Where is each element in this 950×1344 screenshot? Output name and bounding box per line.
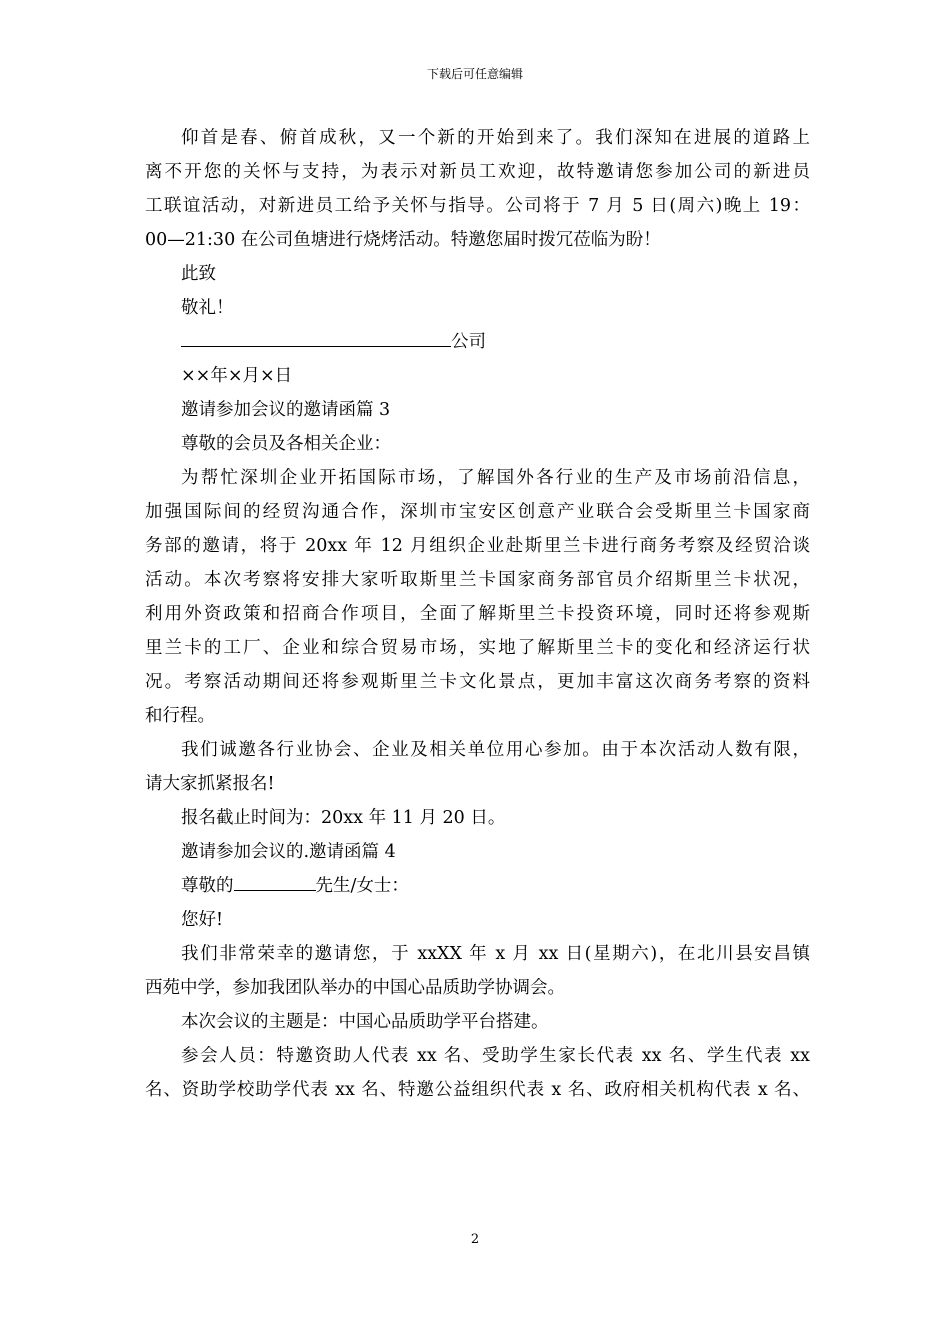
regards: 敬礼！ (181, 298, 234, 318)
paragraph-line: 况。考察活动期间还将参观斯里兰卡文化景点，更加丰富这次商务考察的资料 (145, 672, 810, 692)
date-line: ××年×月×日 (181, 366, 293, 386)
greeting (145, 869, 810, 903)
company-name-blank (181, 326, 451, 347)
paragraph-line: 我们非常荣幸的邀请您，于 xxXX 年 x 月 xx 日(星期六)，在北川县安昌镇 (181, 944, 810, 964)
company-signature-line (145, 325, 810, 359)
paragraph-line: 为帮忙深圳企业开拓国际市场，了解国外各行业的生产及市场前沿信息， (181, 468, 810, 488)
page-number: 2 (470, 1232, 480, 1247)
meeting-theme: 本次会议的主题是：中国心品质助学平台搭建。 (181, 1012, 549, 1032)
paragraph-line: 和行程。 (145, 706, 215, 726)
deadline: 报名截止时间为：20xx 年 11 月 20 日。 (181, 808, 506, 828)
paragraph-line: 利用外资政策和招商合作项目，全面了解斯里兰卡投资环境，同时还将参观斯 (145, 604, 810, 624)
paragraph-line: 参会人员：特邀资助人代表 xx 名、受助学生家长代表 xx 名、学生代表 xx (181, 1046, 810, 1066)
paragraph-line: 请大家抓紧报名! (145, 774, 275, 794)
paragraph-line: 00—21:30 在公司鱼塘进行烧烤活动。特邀您届时拨冗莅临为盼！ (145, 230, 661, 250)
paragraph-line: 务部的邀请，将于 20xx 年 12 月组织企业赴斯里兰卡进行商务考察及经贸洽谈 (145, 536, 810, 556)
hello: 您好! (181, 910, 224, 930)
salutation: 此致 (181, 264, 216, 284)
paragraph-line: 活动。本次考察将安排大家听取斯里兰卡国家商务部官员介绍斯里兰卡状况， (145, 570, 810, 590)
paragraph-line: 离不开您的关怀与支持，为表示对新员工欢迎，故特邀请您参加公司的新进员 (145, 162, 810, 182)
greeting: 尊敬的会员及各相关企业： (181, 434, 391, 454)
paragraph-line: 加强国际间的经贸沟通合作，深圳市宝安区创意产业联合会受斯里兰卡国家商 (145, 502, 810, 522)
document-body (145, 121, 810, 1107)
paragraph-line: 名、资助学校助学代表 xx 名、特邀公益组织代表 x 名、政府相关机构代表 x 名、 (145, 1080, 810, 1100)
company-suffix: 公司 (451, 332, 486, 352)
greeting-suffix: 先生/女士： (315, 876, 409, 896)
paragraph-line: 我们诚邀各行业协会、企业及相关单位用心参加。由于本次活动人数有限， (181, 740, 810, 760)
paragraph-line: 工联谊活动，对新进员工给予关怀与指导。公司将于 7 月 5 日(周六)晚上 19： (145, 196, 810, 216)
page-header-note: 下载后可任意编辑 (426, 67, 523, 81)
section-title: 邀请参加会议的.邀请函篇 4 (181, 842, 396, 862)
paragraph-line: 仰首是春、俯首成秋，又一个新的开始到来了。我们深知在进展的道路上 (181, 128, 810, 148)
name-blank (234, 870, 316, 891)
section-title: 邀请参加会议的邀请函篇 3 (181, 400, 391, 420)
paragraph-line: 西苑中学，参加我团队举办的中国心品质助学协调会。 (145, 978, 565, 998)
paragraph-line: 里兰卡的工厂、企业和综合贸易市场，实地了解斯里兰卡的变化和经济运行状 (145, 638, 810, 658)
greeting-prefix: 尊敬的 (181, 876, 234, 896)
